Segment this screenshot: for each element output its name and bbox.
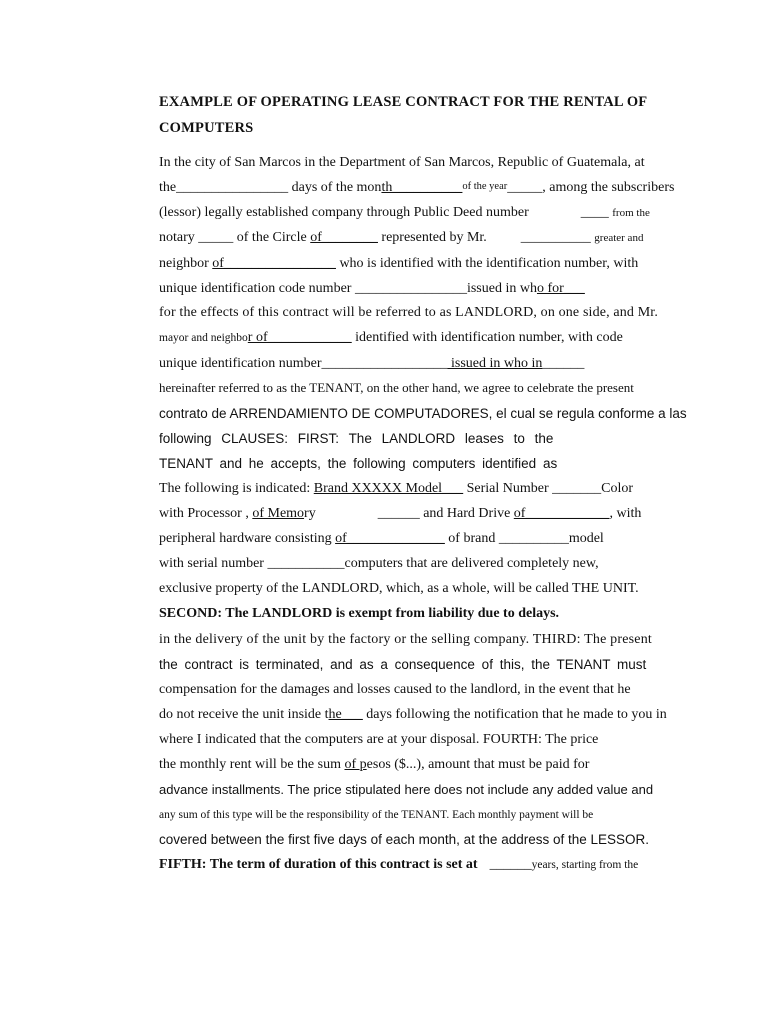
body-line-23: do not receive the unit inside the___ days following the notification that he made to you in — [159, 707, 667, 722]
body-line-19: SECOND: The LANDLORD is exempt from liability due to delays. — [159, 606, 560, 621]
body-line-26: advance installments. The price stipulated here does not include any added value and — [159, 782, 654, 797]
body-line-20: in the delivery of the unit by the factory or the selling company. THIRD: The present — [159, 632, 653, 647]
body-line-10: hereinafter referred to as the TENANT, on the other hand, we agree to celebrate the present — [159, 380, 634, 395]
body-line-27: any sum of this type will be the responsibility of the TENANT. Each monthly payment will be — [159, 809, 594, 821]
body-line-8: mayor and neighbor of____________ identified with identification number, with code — [159, 330, 623, 345]
body-line-3: (lessor) legally established company through Public Deed number ____ from the — [159, 205, 650, 220]
document-title-line-2: COMPUTERS — [159, 120, 254, 136]
body-line-14: The following is indicated: Brand XXXXX Model___ Serial Number _______Color — [159, 481, 633, 496]
body-line-22: compensation for the damages and losses caused to the landlord, in the event that he — [159, 682, 631, 697]
body-line-29: FIFTH: The term of duration of this contract is set at ______years, starting from the — [159, 857, 639, 872]
body-line-13: TENANT and he accepts, the following computers identified as — [159, 456, 558, 471]
body-line-16: peripheral hardware consisting of______________ of brand __________model — [159, 531, 604, 546]
body-line-11: contrato de ARRENDAMIENTO DE COMPUTADORES, el cual se regula conforme a las — [159, 406, 687, 421]
body-line-2: the________________ days of the month__________of the year_____, among the subscribers — [159, 180, 675, 195]
body-line-28: covered between the first five days of each month, at the address of the LESSOR. — [159, 832, 650, 847]
body-line-1: In the city of San Marcos in the Department of San Marcos, Republic of Guatemala, at — [159, 155, 645, 170]
body-line-4: notary _____ of the Circle of________ represented by Mr. __________ greater and — [159, 230, 644, 245]
body-line-21: the contract is terminated, and as a consequence of this, the TENANT must — [159, 657, 647, 672]
body-line-17: with serial number ___________computers that are delivered completely new, — [159, 556, 599, 571]
body-line-24: where I indicated that the computers are at your disposal. FOURTH: The price — [159, 732, 599, 747]
document-title-line-1: EXAMPLE OF OPERATING LEASE CONTRACT FOR THE RENTAL OF — [159, 94, 648, 110]
body-line-5: neighbor of________________ who is identified with the identification number, with — [159, 256, 639, 271]
body-line-9: unique identification number__________________ issued in who in______ — [159, 356, 585, 371]
body-line-6: unique identification code number ________________issued in who for___ — [159, 281, 585, 296]
body-line-7: for the effects of this contract will be referred to as LANDLORD, on one side, and Mr. — [159, 305, 658, 320]
body-line-18: exclusive property of the LANDLORD, which, as a whole, will be called THE UNIT. — [159, 581, 639, 596]
body-line-15: with Processor , of Memory ______ and Hard Drive of____________, with — [159, 506, 642, 521]
body-line-12: following CLAUSES: FIRST: The LANDLORD leases to the — [159, 431, 554, 446]
body-line-25: the monthly rent will be the sum of pesos ($...), amount that must be paid for — [159, 757, 590, 772]
